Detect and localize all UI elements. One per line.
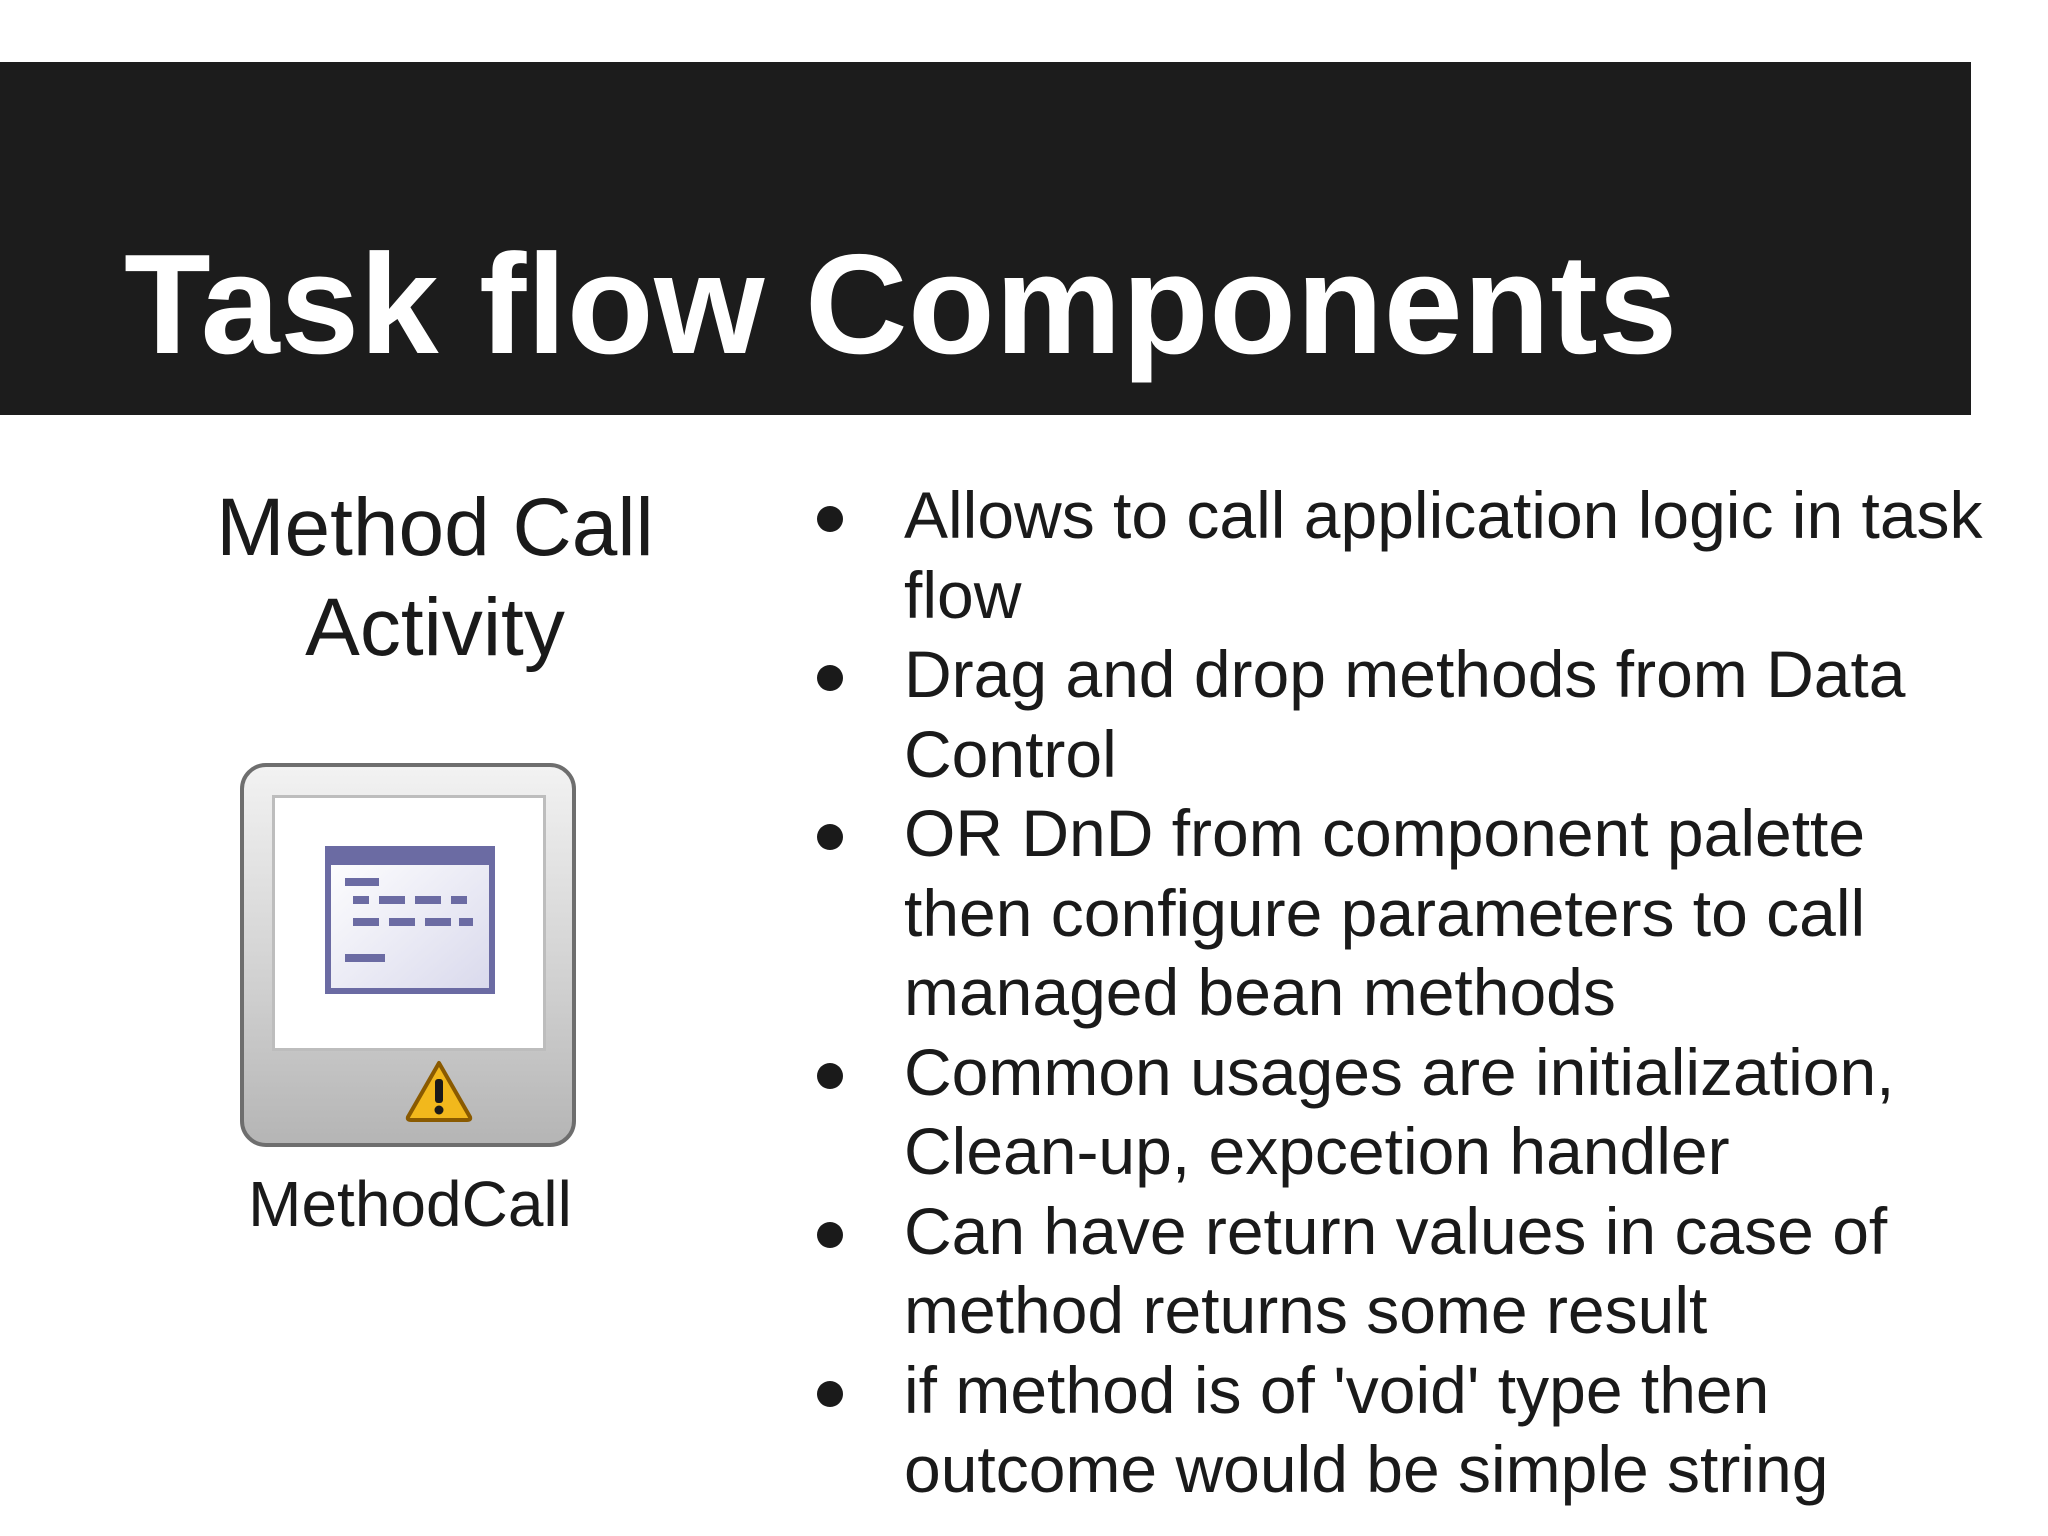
bullet-icon [817, 665, 843, 691]
left-heading-line2: Activity [305, 582, 565, 673]
icon-inner-panel [272, 795, 546, 1051]
bullet-text: Common usages are initialization, Clean-up, expcetion handler [904, 1034, 1895, 1188]
list-item [800, 1033, 2000, 1192]
bullet-icon [817, 1381, 843, 1407]
icon-label: MethodCall [248, 1168, 572, 1240]
warning-icon [404, 1059, 474, 1123]
list-item [800, 1192, 2000, 1351]
method-document-icon [325, 846, 495, 994]
bullet-text: Allows to call application logic in task flow [904, 478, 1983, 632]
list-item [800, 794, 2000, 1033]
bullet-text: OR DnD from component palette then configure parameters to call managed bean methods [904, 796, 1866, 1029]
bullet-icon [817, 1222, 843, 1248]
bullet-icon [817, 1063, 843, 1089]
bullet-list [800, 476, 2000, 1510]
list-item [800, 635, 2000, 794]
bullet-text: Drag and drop methods from Data Control [904, 637, 1906, 791]
left-heading-line1: Method Call [216, 482, 654, 573]
list-item [800, 476, 2000, 635]
bullet-text: if method is of 'void' type then outcome would be simple string [904, 1352, 1829, 1506]
list-item [800, 1351, 2000, 1510]
method-call-activity-icon [240, 763, 576, 1147]
bullet-icon [817, 824, 843, 850]
bullet-text: Can have return values in case of method returns some result [904, 1193, 1888, 1347]
left-heading [160, 478, 710, 678]
slide-title: Task flow Components [124, 225, 1678, 384]
bullet-icon [817, 506, 843, 532]
